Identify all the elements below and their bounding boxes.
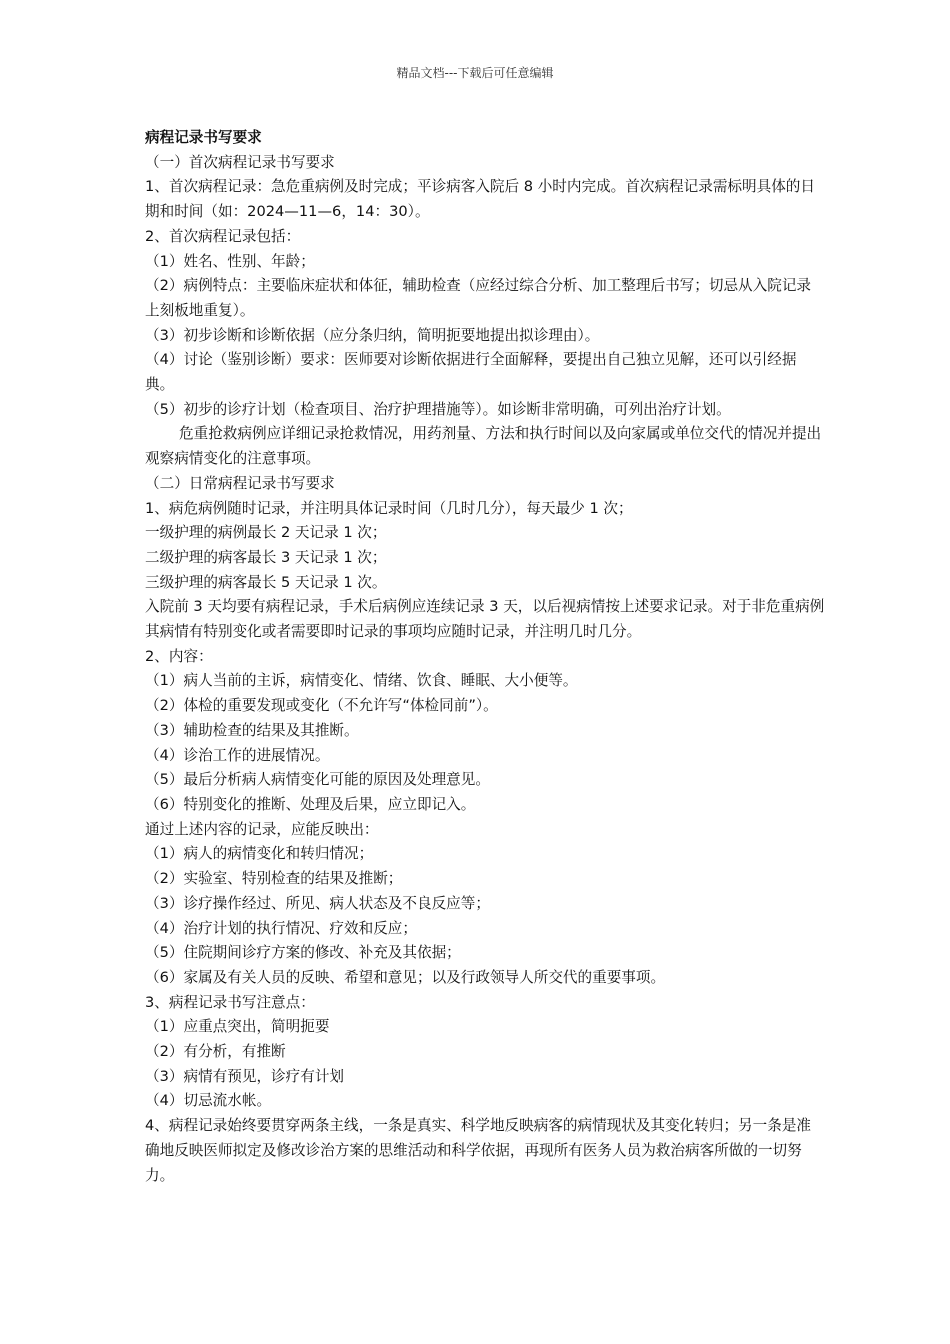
section-1-item-2: （2）病例特点：主要临床症状和体征，辅助检查（应经过综合分析、加工整理后书写；切忌从入院记录上刻板地重复）。: [145, 277, 812, 319]
section-2-reflect-6: （6）家属及有关人员的反映、希望和意见；以及行政领导人所交代的重要事项。: [145, 968, 666, 986]
section-2-content-2: （2）体检的重要发现或变化（不允许写“体检同前”）。: [145, 697, 498, 715]
section-2-content-1: （1）病人当前的主诉，病情变化、情绪、饮食、睡眠、大小便等。: [145, 672, 578, 690]
section-2-paragraph-1: 1、病危病例随时记录，并注明具体记录时间（几时几分），每天最少 1 次；: [145, 499, 633, 517]
section-1-item-3: （3）初步诊断和诊断依据（应分条归纳，简明扼要地提出拟诊理由）。: [145, 326, 600, 344]
section-2-paragraph-6: 4、病程记录始终要贯穿两条主线，一条是真实、科学地反映病客的病情现状及其变化转归；另一条是准确地反映医师拟定及修改诊治方案的思维活动和科学依据，再现所有医务人员为救治病客所做的一切努力。: [145, 1117, 812, 1184]
section-1-paragraph-3: 危重抢救病例应详细记录抢救情况，用药剂量、方法和执行时间以及向家属或单位交代的情况并提出观察病情变化的注意事项。: [145, 425, 822, 468]
section-2-content-3: （3）辅助检查的结果及其推断。: [145, 721, 359, 739]
section-2-level-1: 一级护理的病例最长 2 天记录 1 次；: [145, 524, 387, 542]
section-2-note-1: （1）应重点突出，简明扼要: [145, 1018, 330, 1036]
section-1-heading: （一）首次病程记录书写要求: [145, 153, 335, 171]
section-2-content-4: （4）诊治工作的进展情况。: [145, 746, 330, 764]
section-2-paragraph-5: 3、病程记录书写注意点：: [145, 993, 315, 1011]
section-2-reflect-1: （1）病人的病情变化和转归情况；: [145, 845, 374, 863]
section-2-reflect-3: （3）诊疗操作经过、所见、病人状态及不良反应等；: [145, 894, 490, 912]
section-2-reflect-5: （5）住院期间诊疗方案的修改、补充及其依据；: [145, 944, 461, 962]
section-1-item-1: （1）姓名、性别、年龄；: [145, 252, 315, 270]
section-2-paragraph-2: 入院前 3 天均要有病程记录，手术后病例应连续记录 3 天，以后视病情按上述要求记录。对于非危重病例其病情有特别变化或者需要即时记录的事项均应随时记录，并注明几时几分。: [145, 598, 825, 641]
section-2-level-3: 三级护理的病客最长 5 天记录 1 次。: [145, 573, 387, 591]
section-1-paragraph-2: 2、首次病程记录包括：: [145, 227, 301, 245]
section-2-content-6: （6）特别变化的推断、处理及后果，应立即记入。: [145, 795, 476, 813]
section-2-note-3: （3）病情有预见，诊疗有计划: [145, 1067, 345, 1085]
section-2-content-5: （5）最后分析病人病情变化可能的原因及处理意见。: [145, 771, 490, 789]
section-2-reflect-2: （2）实验室、特别检查的结果及推断；: [145, 870, 403, 888]
section-1-item-4: （4）讨论（鉴别诊断）要求：医师要对诊断依据进行全面解释，要提出自己独立见解，还可以引经据典。: [145, 351, 797, 394]
section-2-level-2: 二级护理的病客最长 3 天记录 1 次；: [145, 548, 387, 566]
document-title: 病程记录书写要求: [145, 129, 262, 146]
section-2-reflect-4: （4）治疗计划的执行情况、疗效和反应；: [145, 919, 417, 937]
section-2-paragraph-4: 通过上述内容的记录，应能反映出：: [145, 820, 379, 838]
section-2-note-2: （2）有分析，有推断: [145, 1043, 286, 1061]
section-1-paragraph-1: 1、首次病程记录：急危重病例及时完成；平诊病客入院后 8 小时内完成。首次病程记录需标明具体的日期和时间（如：2024—11—6，14：30）。: [145, 178, 815, 221]
section-1-item-5: （5）初步的诊疗计划（检查项目、治疗护理措施等）。如诊断非常明确，可列出治疗计划。: [145, 400, 731, 418]
section-2-paragraph-3: 2、内容：: [145, 647, 213, 665]
page-header: 精品文档---下载后可任意编辑: [396, 66, 554, 80]
section-2-note-4: （4）切忌流水帐。: [145, 1092, 272, 1110]
document-body: [145, 126, 825, 1188]
section-2-heading: （二）日常病程记录书写要求: [145, 474, 335, 492]
